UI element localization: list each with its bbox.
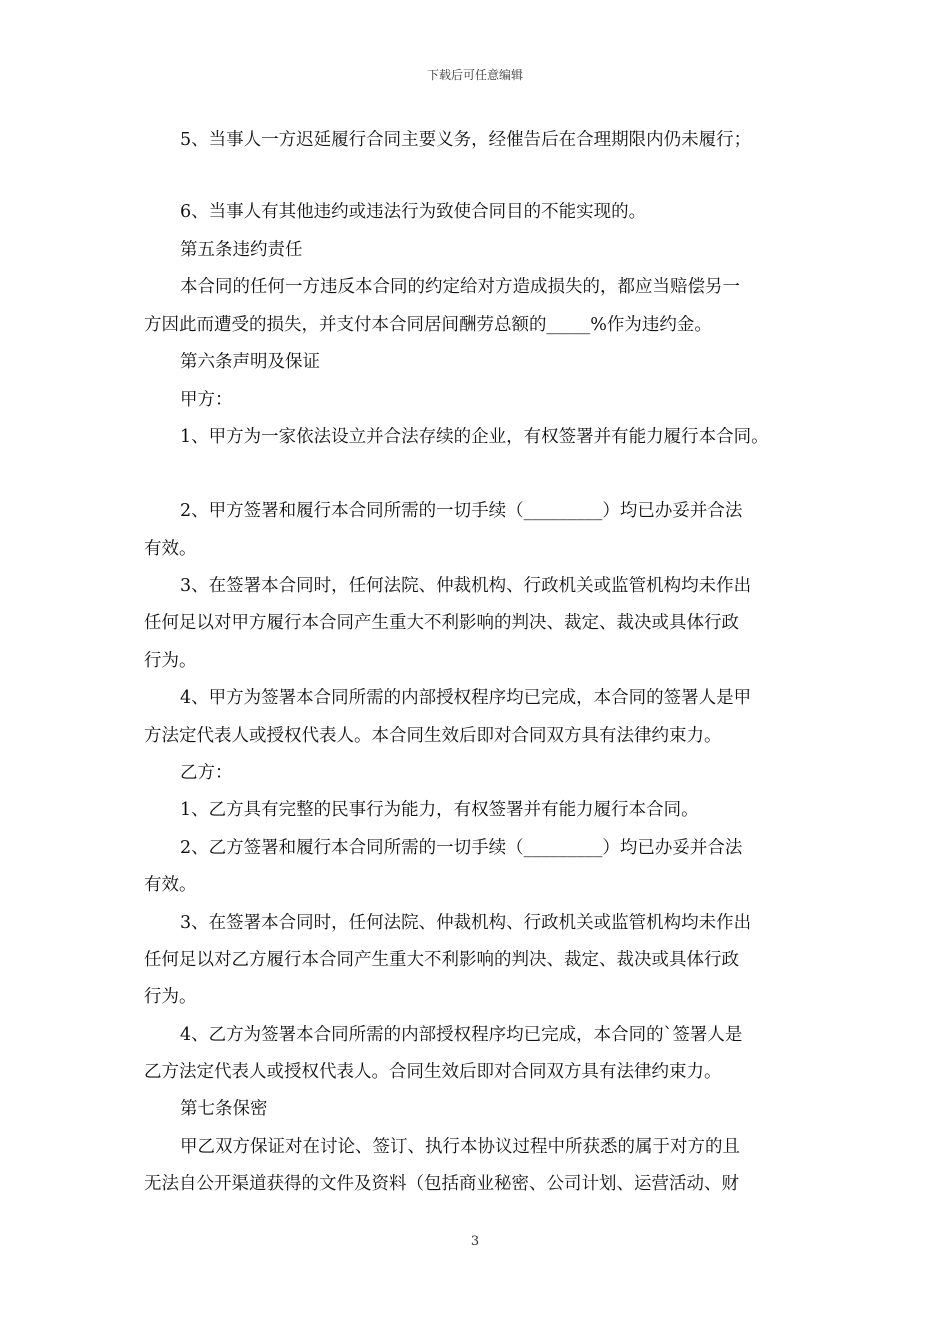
paragraph-line: 6、当事人有其他违约或违法行为致使合同目的不能实现的。	[180, 202, 647, 222]
section-heading: 第六条声明及保证	[180, 352, 320, 372]
paragraph-line: 甲乙双方保证对在讨论、签订、执行本协议过程中所获悉的属于对方的且	[180, 1137, 740, 1157]
paragraph-line: 3、在签署本合同时，任何法院、仲裁机构、行政机关或监管机构均未作出	[180, 913, 752, 933]
paragraph-line: 行为。	[144, 651, 197, 671]
paragraph-line: 5、当事人一方迟延履行合同主要义务，经催告后在合理期限内仍未履行；	[180, 130, 752, 150]
section-heading: 第七条保密	[180, 1099, 268, 1119]
section-heading: 第五条违约责任	[180, 240, 303, 260]
paragraph-line: 方因此而遭受的损失，并支付本合同居间酬劳总额的_____%作为违约金。	[144, 315, 712, 335]
paragraph-line: 有效。	[144, 539, 197, 559]
party-heading: 乙方：	[180, 763, 233, 783]
paragraph-line: 本合同的任何一方违反本合同的约定给对方造成损失的，都应当赔偿另一	[180, 277, 740, 297]
paragraph-line: 乙方法定代表人或授权代表人。合同生效后即对合同双方具有法律约束力。	[144, 1062, 722, 1082]
paragraph-line: 3、在签署本合同时，任何法院、仲裁机构、行政机关或监管机构均未作出	[180, 576, 752, 596]
party-heading: 甲方：	[180, 390, 233, 410]
paragraph-line: 4、甲方为签署本合同所需的内部授权程序均已完成，本合同的签署人是甲	[180, 688, 752, 708]
paragraph-line: 行为。	[144, 987, 197, 1007]
paragraph-line: 2、甲方签署和履行本合同所需的一切手续（_________）均已办妥并合法	[180, 501, 743, 521]
page-header: 下载后可任意编辑	[426, 68, 523, 82]
paragraph-line: 任何足以对甲方履行本合同产生重大不利影响的判决、裁定、裁决或具体行政	[144, 613, 739, 633]
paragraph-line: 2、乙方签署和履行本合同所需的一切手续（_________）均已办妥并合法	[180, 838, 743, 858]
paragraph-line: 方法定代表人或授权代表人。本合同生效后即对合同双方具有法律约束力。	[144, 726, 722, 746]
paragraph-line: 有效。	[144, 875, 197, 895]
paragraph-line: 任何足以对乙方履行本合同产生重大不利影响的判决、裁定、裁决或具体行政	[144, 950, 739, 970]
page-number: 3	[470, 1234, 480, 1249]
paragraph-line: 无法自公开渠道获得的文件及资料（包括商业秘密、公司计划、运营活动、财	[144, 1174, 739, 1194]
paragraph-line: 1、乙方具有完整的民事行为能力，有权签署并有能力履行本合同。	[180, 800, 699, 820]
paragraph-line: 1、甲方为一家依法设立并合法存续的企业，有权签署并有能力履行本合同。	[180, 427, 769, 447]
paragraph-line: 4、乙方为签署本合同所需的内部授权程序均已完成，本合同的`签署人是	[180, 1025, 743, 1045]
